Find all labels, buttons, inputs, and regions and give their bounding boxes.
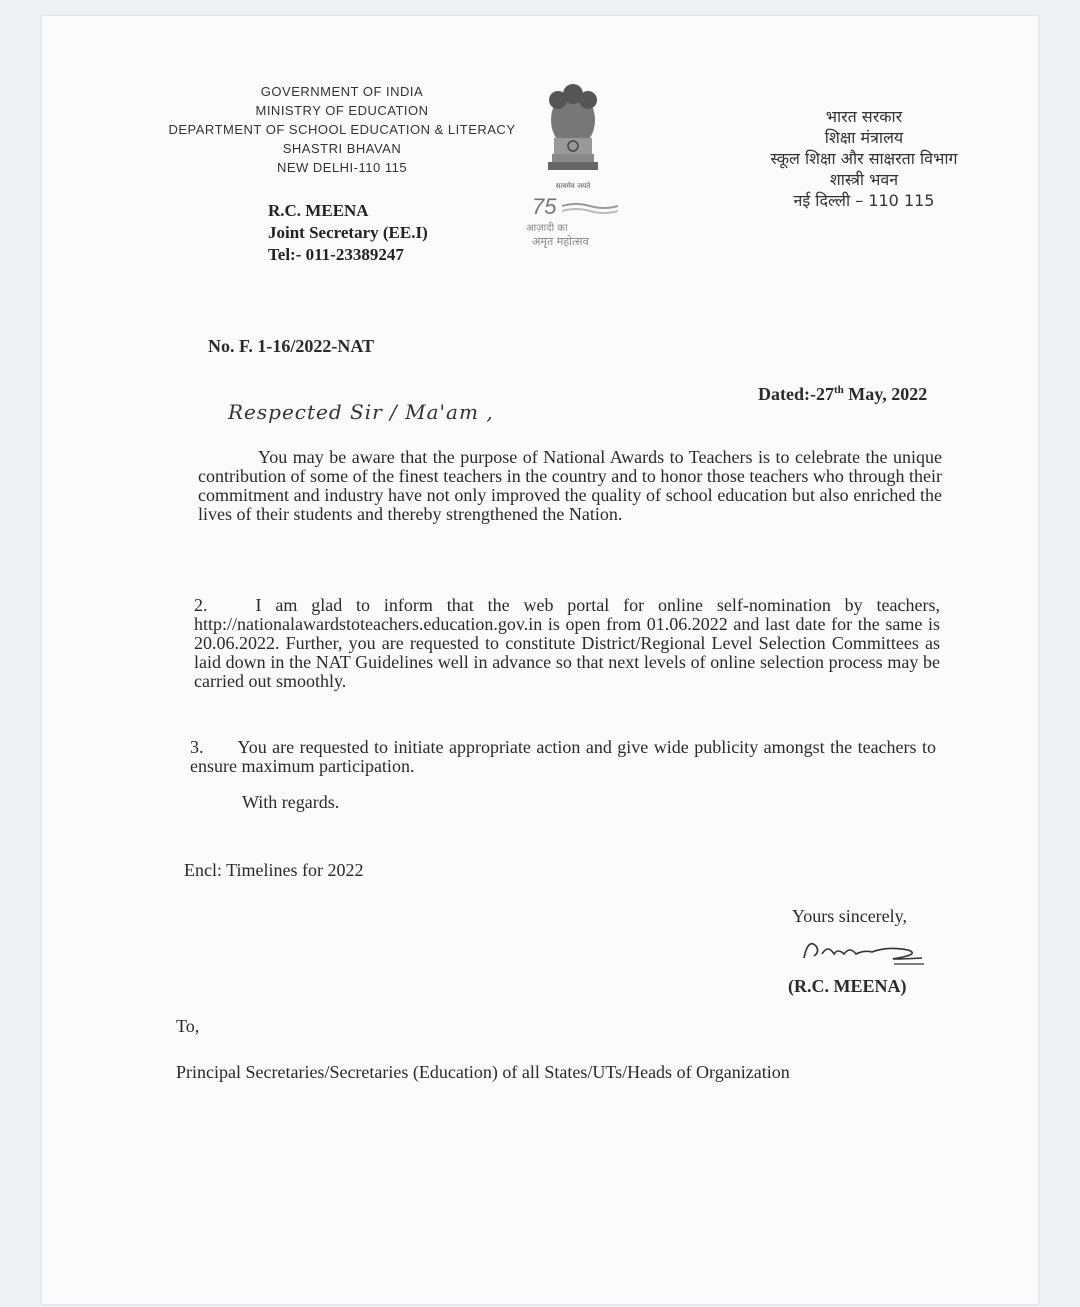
paragraph-2 bbox=[194, 596, 940, 691]
header-en-ministry: MINISTRY OF EDUCATION bbox=[255, 103, 429, 118]
closing-line: Yours sincerely, bbox=[792, 906, 907, 926]
paragraph-2-text: I am glad to inform that the web portal for online self-nomination by teachers, http://nationalawardstoteachers.education.gov.in is open from 01.06.2022 and last date for the same is 20.06.2022. Further, you are requested to constitute District/Regional Level Selection Committees as laid down in the NAT Guidelines well in advance so that next levels of online selection process may be carried out smoothly. bbox=[194, 595, 940, 691]
signatory-name: (R.C. MEENA) bbox=[788, 976, 907, 996]
paragraph-2-number: 2. bbox=[194, 595, 208, 615]
flag-wave-icon bbox=[562, 202, 618, 216]
header-hi-department: स्कूल शिक्षा और साक्षरता विभाग bbox=[770, 149, 958, 168]
date-suffix: th bbox=[833, 384, 844, 396]
paragraph-3-text: You are requested to initiate appropriate action and give wide publicity amongst the teachers to ensure maximum participation. bbox=[190, 737, 936, 776]
header-hindi bbox=[714, 106, 1014, 211]
paragraph-1: You may be aware that the purpose of National Awards to Teachers is to celebrate the unique contribution of some of the finest teachers in the country and to honor those teachers who through their commitment and industry have not only improved the quality of school education but also enriched the lives of their students and thereby strengthened the Nation. bbox=[198, 447, 942, 524]
officer-block bbox=[268, 200, 428, 266]
reference-number: No. F. 1-16/2022-NAT bbox=[208, 336, 374, 356]
azadi-logo-line2: अमृत महोत्सव bbox=[532, 235, 589, 248]
header-hi-government: भारत सरकार bbox=[825, 107, 903, 126]
paragraph-3 bbox=[190, 738, 936, 776]
header-en-government: GOVERNMENT OF INDIA bbox=[260, 84, 424, 99]
regards-line: With regards. bbox=[242, 792, 340, 812]
letter-date bbox=[758, 384, 927, 405]
to-line: To, bbox=[176, 1016, 200, 1036]
header-hi-ministry: शिक्षा मंत्रालय bbox=[824, 128, 904, 147]
header-en-city: NEW DELHI-110 115 bbox=[276, 160, 408, 175]
azadi-logo-line1: आज़ादी का bbox=[526, 223, 568, 234]
state-emblem-icon bbox=[538, 80, 618, 191]
azadi-logo bbox=[520, 194, 630, 249]
azadi-logo-number: 75 bbox=[532, 194, 557, 219]
officer-designation: Joint Secretary (EE.I) bbox=[268, 223, 428, 242]
header-hi-city: नई दिल्ली – 110 115 bbox=[793, 191, 935, 210]
header-hi-building: शास्त्री भवन bbox=[829, 170, 899, 189]
date-prefix: Dated:-27 bbox=[758, 384, 834, 404]
letter-page bbox=[42, 16, 1038, 1304]
signature-icon bbox=[798, 932, 928, 968]
header-en-building: SHASTRI BHAVAN bbox=[282, 141, 402, 156]
salutation-handwritten: Respected Sir / Ma'am , bbox=[228, 400, 494, 424]
header-english bbox=[162, 82, 522, 177]
enclosure-line: Encl: Timelines for 2022 bbox=[184, 860, 364, 880]
date-rest: May, 2022 bbox=[843, 384, 928, 404]
recipients-line: Principal Secretaries/Secretaries (Education) of all States/UTs/Heads of Organization bbox=[176, 1062, 790, 1082]
emblem-motto: सत्यमेव जयते bbox=[555, 182, 591, 190]
paragraph-3-number: 3. bbox=[190, 737, 204, 757]
officer-telephone: Tel:- 011-23389247 bbox=[268, 245, 404, 264]
officer-name: R.C. MEENA bbox=[268, 201, 369, 220]
header-en-department: DEPARTMENT OF SCHOOL EDUCATION & LITERACY bbox=[168, 122, 516, 137]
